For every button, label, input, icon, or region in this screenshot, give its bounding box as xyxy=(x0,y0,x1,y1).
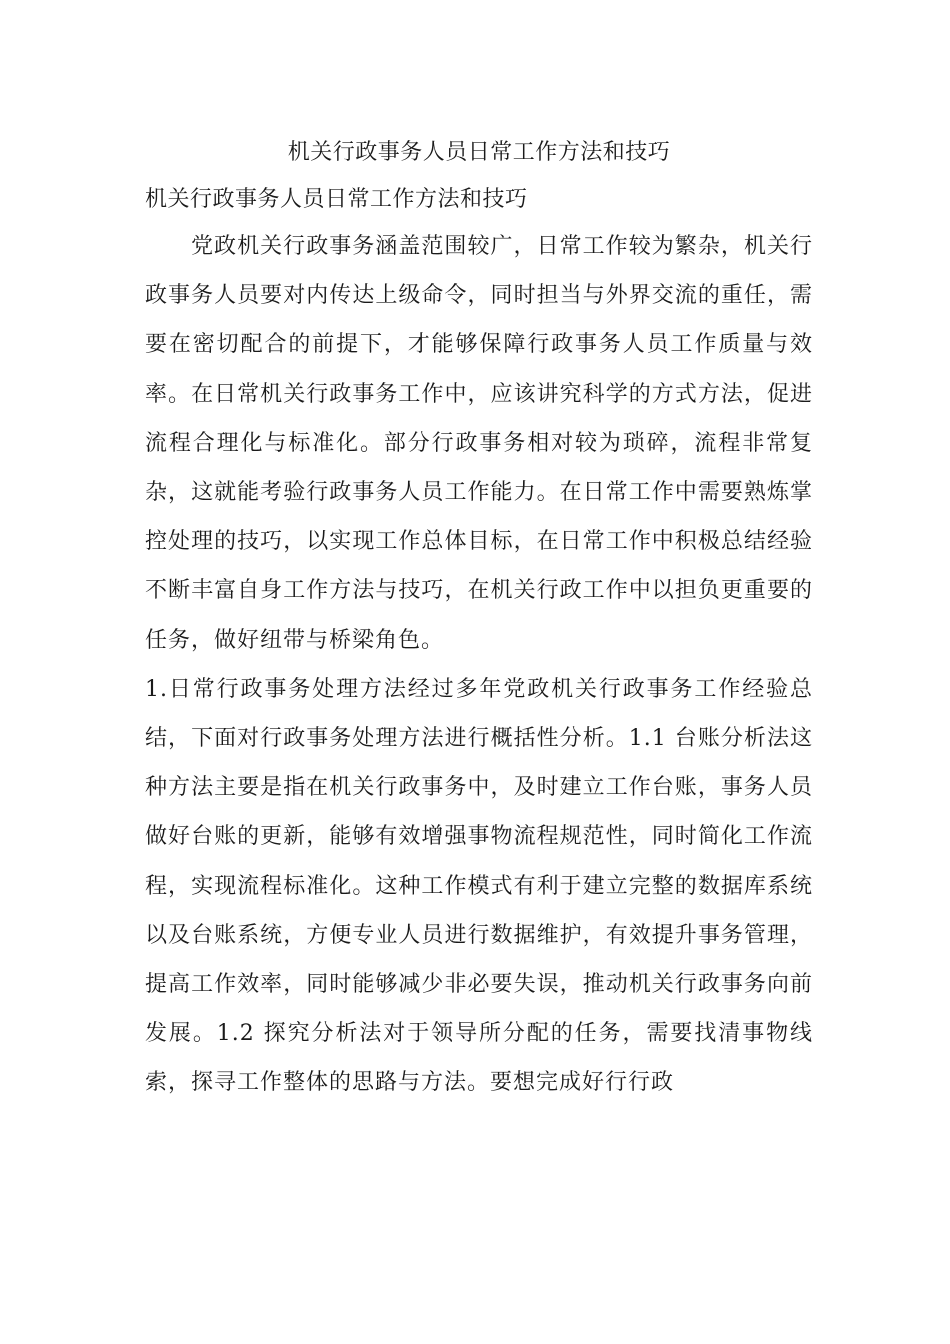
document-subtitle: 机关行政事务人员日常工作方法和技巧 xyxy=(145,187,528,212)
document-title: 机关行政事务人员日常工作方法和技巧 xyxy=(287,140,671,165)
paragraph-intro: 党政机关行政事务涵盖范围较广，日常工作较为繁杂，机关行政事务人员要对内传达上级命令，同时担当与外界交流的重任，需要在密切配合的前提下，才能够保障行政事务人员工作质量与效率。在日常机关行政事务工作中，应该讲究科学的方式方法，促进流程合理化与标准化。部分行政事务相对较为琐碎，流程非常复杂，这就能考验行政事务人员工作能力。在日常工作中需要熟炼掌控处理的技巧，以实现工作总体目标，在日常工作中积极总结经验不断丰富自身工作方法与技巧，在机关行政工作中以担负更重要的任务，做好纽带与桥梁角色。 xyxy=(145,234,813,653)
paragraph-methods: 1.日常行政事务处理方法经过多年党政机关行政事务工作经验总结，下面对行政事务处理方法进行概括性分析。1.1 台账分析法这种方法主要是指在机关行政事务中，及时建立工作台账，事务人员做好台账的更新，能够有效增强事物流程规范性，同时简化工作流程，实现流程标准化。这种工作模式有利于建立完整的数据库系统以及台账系统，方便专业人员进行数据维护，有效提升事务管理，提高工作效率，同时能够减少非必要失误，推动机关行政事务向前发展。1.2 探究分析法对于领导所分配的任务，需要找清事物线索，探寻工作整体的思路与方法。要想完成好行行政 xyxy=(145,676,813,1096)
document-body xyxy=(145,128,813,1108)
